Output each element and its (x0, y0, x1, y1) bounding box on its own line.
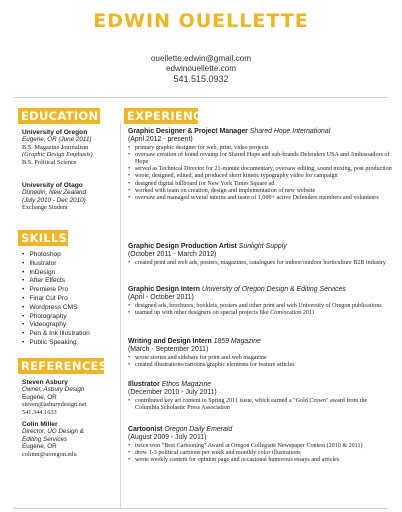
job-title: Graphic Design Production Artist (128, 243, 237, 250)
degree-line: (Graphic Design Emphasis) (22, 151, 93, 159)
list-item: • wrote, designed, edited, and produced short kinetic typography video for campaign (128, 173, 392, 180)
list-item: • Illustrator (22, 260, 118, 269)
job-dates: (December 2010 - July 2011) (128, 389, 217, 397)
list-item: • teamed up with other designers on special projects like Convocation 2011 (128, 310, 392, 317)
reference-role: Owner, Asbury Design (22, 386, 85, 394)
list-item: • Premiere Pro (22, 286, 118, 295)
list-item: • designed digital billboard for New York Times Square ad (128, 181, 392, 188)
reference-email: colinm@uoregon.edu (22, 450, 77, 458)
degree-line: B.S. Political Science (22, 158, 77, 166)
school-location: Dunedin, New Zealand (22, 189, 87, 197)
list-item: • twice won "Best Cartooning" Award at Oregon Collegiate Newspaper Contest (2010 & 2011) (128, 443, 392, 450)
list-item: • primary graphic designer for web, print, video projects (128, 145, 392, 152)
job-dates: (April 2012 - present) (128, 136, 193, 144)
top-divider (14, 97, 388, 98)
list-item: • oversaw and managed several interns and team of 1,000+ active Defenders members and volunteers (128, 195, 392, 202)
reference-email: steven@asburydesign.net (22, 401, 87, 409)
list-item: • created print and web ads, posters, magazines, catalogues for indoor/outdoor horticulture B2B industry (128, 260, 392, 267)
job-entry (128, 338, 392, 369)
job-dates: (October 2011 - March 2012) (128, 251, 217, 259)
job-title: Cartoonist (128, 426, 163, 433)
job-dates: (August 2009 - July 2011) (128, 434, 207, 442)
list-item: • served as Technical Director for 21-minute documentary, oversaw editing, sound mixing, post production (128, 166, 392, 173)
job-title: Graphic Design Intern (128, 286, 200, 293)
job-company: Shared Hope International (249, 128, 331, 135)
list-item: • wrote stories and sidebars for print and web magazine (128, 355, 392, 362)
job-company: Ethos Magazine (161, 381, 212, 388)
skills-list (22, 251, 118, 348)
reference-role: Director, UO Design & (22, 428, 84, 436)
list-item: • Photography (22, 313, 118, 322)
job-title: Writing and Design Intern (128, 338, 212, 345)
reference-role: Editing Services (22, 435, 68, 443)
reference-name: Colin Miller (22, 421, 58, 428)
list-item: • After Effects (22, 277, 118, 286)
reference-phone: 541.344.1633 (22, 408, 57, 416)
list-item: • Final Cut Pro (22, 295, 118, 304)
job-company: University of Oregon Design & Editing Services (201, 286, 346, 293)
list-item: • Photoshop (22, 251, 118, 260)
job-company: 1859 Magazine (213, 338, 261, 345)
page-title: EDWIN OUELLETTE (93, 10, 309, 32)
experience-heading: EXPERIENCE (124, 108, 198, 124)
job-company: Sunlight Supply (238, 243, 287, 250)
column-divider (120, 123, 121, 508)
list-item: • oversaw creation of brand revamp for Shared Hope and sub-brands Defenders USA and Ambassadors of Hope (128, 152, 392, 166)
job-entry (128, 381, 392, 412)
list-item: • InDesign (22, 269, 118, 278)
school-dates: (July 2010 - Dec 2010) (22, 196, 86, 204)
degree-line: Exchange Student (22, 204, 68, 212)
contact-phone: 541.515.0932 (173, 74, 229, 84)
reference-entry (22, 379, 118, 416)
contact-email: ouellette.edwin@gmail.com (150, 54, 252, 63)
job-company: Oregon Daily Emerald (164, 426, 233, 433)
bottom-divider (14, 508, 388, 509)
contact-website: edwinouellette.com (165, 64, 237, 73)
list-item: • Wordpress CMS (22, 304, 118, 313)
list-item: • wrote weekly content for opinion page and occasional humorous essays and articles (128, 457, 392, 464)
references-heading: REFERENCES (18, 358, 104, 374)
job-title: Graphic Designer & Project Manager (128, 128, 248, 135)
job-entry (128, 243, 392, 267)
school-name: University of Oregon (22, 129, 88, 136)
list-item: • Videography (22, 321, 118, 330)
job-dates: (April - October 2011) (128, 294, 194, 302)
job-dates: (March - September 2011) (128, 346, 209, 354)
reference-entry (22, 421, 118, 458)
education-entry (22, 182, 118, 212)
list-item: • Public Speaking (22, 339, 118, 348)
list-item: • drew 1-3 political cartoons per week and monthly color illustrations (128, 450, 392, 457)
education-heading: EDUCATION (18, 108, 100, 124)
skills-heading: SKILLS (18, 230, 68, 246)
reference-location: Eugene, OR (22, 393, 57, 401)
list-item: • Pen & Ink Illustration (22, 330, 118, 339)
school-name: University of Otago (22, 182, 83, 189)
reference-name: Steven Asbury (22, 379, 68, 386)
job-entry (128, 286, 392, 317)
job-title: Illustrator (128, 381, 160, 388)
school-detail: Eugene, OR (June 2011) (22, 136, 92, 144)
education-entry (22, 129, 118, 166)
degree-line: B.S. Magazine Journalism (22, 143, 89, 151)
reference-location: Eugene, OR (22, 443, 57, 451)
list-item: • contributed key art content to Spring 2011 issue, which earned a "Gold Crown" award from the Columbia Scholastic Press Association (128, 398, 392, 412)
job-entry (128, 128, 392, 202)
list-item: • worked with team on creation, design and implementation of new website (128, 188, 392, 195)
job-entry (128, 426, 392, 464)
list-item: • designed ads, brochures, booklets, posters and other print and web University of Oregon publications (128, 303, 392, 310)
list-item: • created illustrations/cartoons/graphic elements for feature articles (128, 362, 392, 369)
